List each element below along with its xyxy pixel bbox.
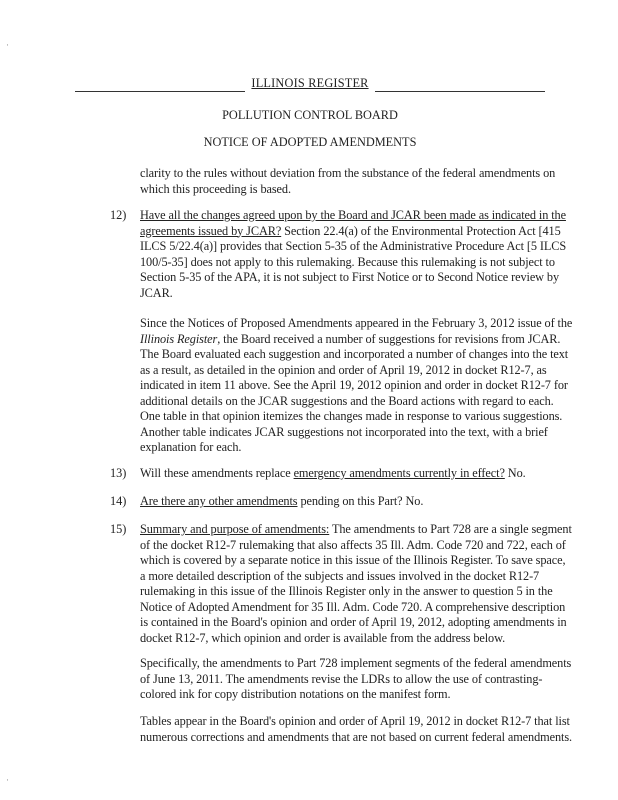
item-15-paragraph-2: [140, 656, 571, 703]
line: of June 13, 2011. The amendments revise the LDRs to allow the use of contrasting-: [140, 671, 543, 686]
answer: No.: [504, 466, 526, 480]
line: which this proceeding is based.: [140, 181, 291, 196]
header-rule-left: [75, 91, 245, 92]
notice-title: NOTICE OF ADOPTED AMENDMENTS: [203, 135, 417, 149]
line: Tables appear in the Board's opinion and order of April 19, 2012 in docket R12-7 that list: [140, 714, 570, 728]
item-number: 13): [110, 466, 127, 480]
intro-paragraph: [140, 166, 555, 197]
scan-mark: ·: [6, 775, 9, 785]
line: of the docket R12-7 rulemaking that also affects 35 Ill. Adm. Code 720 and 722, each of: [140, 537, 566, 552]
question-underlined: Summary and purpose of amendments:: [140, 522, 330, 536]
question-end: agreements issued by JCAR?: [140, 223, 282, 238]
item-15-paragraph-3: [140, 714, 572, 745]
item-number: 12): [110, 208, 127, 222]
scan-mark: ·: [6, 40, 9, 50]
line: as a result, as detailed in the opinion and order of April 19, 2012 in docket R12-7, as: [140, 362, 547, 377]
header-rule-right: [375, 91, 545, 92]
line: Notice of Adopted Amendment for 35 Ill. Adm. Code 720. A comprehensive description: [140, 599, 566, 614]
line: Specifically, the amendments to Part 728 implement segments of the federal amendments: [140, 656, 572, 670]
line: [140, 522, 572, 538]
line: 100/5-35] does not apply to this rulemaking. Because this rulemaking is not subject to: [140, 254, 555, 269]
line: ILCS 5/22.4(a)] provides that Section 5-35 of the Administrative Procedure Act [5 ILCS: [140, 239, 567, 253]
line: colored ink for copy distribution notations on the manifest form.: [140, 687, 451, 701]
agency-name: POLLUTION CONTROL BOARD: [222, 108, 398, 122]
line: a more detailed description of the subjects and issues involved in the docket R12-7: [140, 568, 540, 583]
line: Another table indicates JCAR suggestions not incorporated into the text, with a brief: [140, 424, 548, 439]
question-underlined: emergency amendments currently in effect?: [293, 466, 505, 480]
line: [140, 224, 566, 240]
line: Section 5-35 of the APA, it is not subject to First Notice or to Second Notice review by: [140, 270, 560, 284]
line: numerous corrections and amendments that are not based on current federal amendments.: [140, 729, 572, 744]
line: additional details on the JCAR suggestions and the Board actions with regard to each.: [140, 393, 554, 408]
register-title: ILLINOIS REGISTER: [75, 76, 545, 91]
question: pending on this Part?: [297, 494, 403, 508]
line: JCAR.: [140, 285, 173, 300]
line: [140, 332, 572, 348]
item-15: [140, 522, 572, 646]
item-number: 14): [110, 494, 127, 508]
item-number: 15): [110, 522, 127, 536]
line: One table in that opinion itemizes the changes made in response to various suggestions.: [140, 409, 563, 423]
answer-start: The amendments to Part 728 are a single segment: [329, 522, 572, 536]
item-13: [140, 466, 526, 482]
line: The Board evaluated each suggestion and incorporated a number of changes into the text: [140, 347, 569, 361]
line: indicated in item 11 above. See the April 19, 2012 opinion and order in docket R12-7 for: [140, 378, 568, 392]
line: explanation for each.: [140, 440, 242, 454]
question-underlined: Are there any other amendments: [140, 494, 298, 508]
line: clarity to the rules without deviation from the substance of the federal amendments on: [140, 166, 556, 180]
line: which is covered by a separate notice in this issue of the Illinois Register. To save space,: [140, 553, 566, 567]
question: Will these amendments replace: [140, 466, 294, 480]
answer-start: Section 22.4(a) of the Environmental Protection Act [415: [281, 223, 561, 238]
line: Since the Notices of Proposed Amendments appeared in the February 3, 2012 issue of the: [140, 316, 573, 330]
answer: No.: [402, 494, 424, 508]
item-12: [140, 208, 566, 301]
question: Have all the changes agreed upon by the Board and JCAR been made as indicated in the: [140, 208, 566, 222]
item-12-paragraph-2: [140, 316, 572, 456]
item-14: [140, 494, 423, 510]
line: docket R12-7, which opinion and order is available from the address below.: [140, 630, 506, 645]
line: rulemaking in this issue of the Illinois Register only in the answer to question 5 in the: [140, 584, 553, 598]
line: is contained in the Board's opinion and order of April 19, 2012, adopting amendments in: [140, 615, 567, 629]
line-rest: , the Board received a number of suggestions for revisions from JCAR.: [217, 331, 561, 346]
publication-name: Illinois Register: [140, 331, 218, 346]
